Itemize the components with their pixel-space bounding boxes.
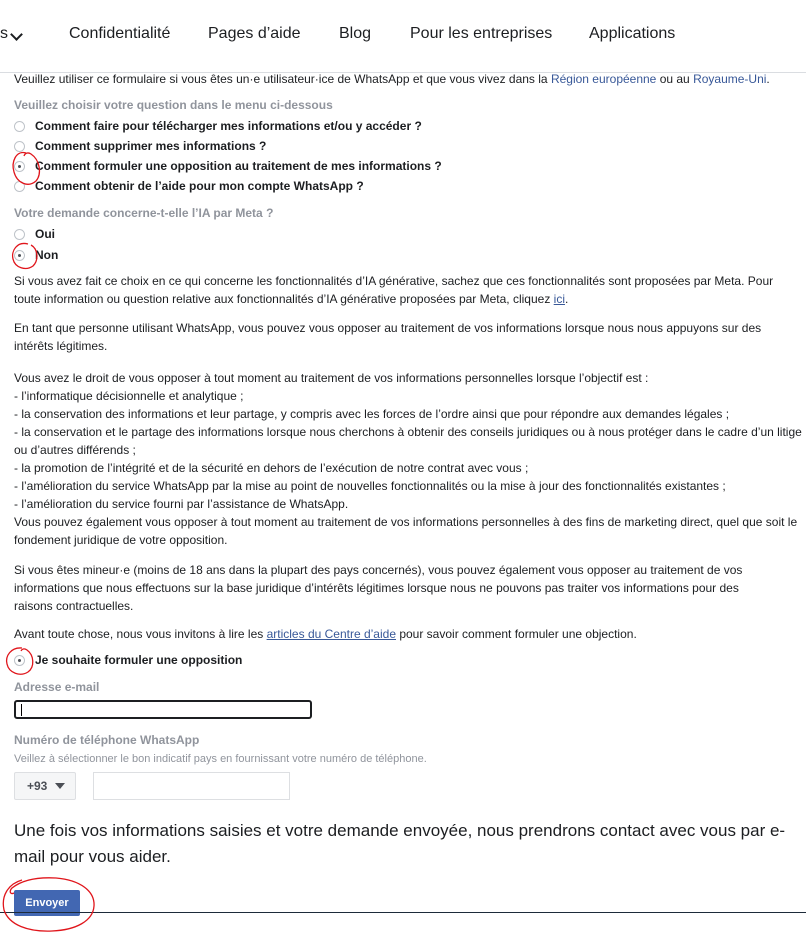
top-navigation — [0, 10, 806, 56]
rights-item: - la conservation des informations et leur partage, y compris avec les forces de l’ordre ainsi que pour répondre aux demandes légales ; — [14, 407, 730, 421]
intro-text-part: Veuillez utiliser ce formulaire si vous êtes un·e utilisateur·ice de WhatsApp et que vous vivez dans la — [14, 72, 551, 86]
nav-item-help-pages[interactable]: Pages d’aide — [208, 25, 301, 42]
radio-option-account-help[interactable] — [14, 176, 364, 196]
ai-info-text — [14, 272, 794, 308]
footer-divider — [0, 912, 806, 913]
help-center-part: pour savoir comment formuler une objection. — [396, 627, 637, 641]
rights-item: - la promotion de l’intégrité et de la sécurité en dehors de l’exécution de notre contrat avec vous ; — [14, 461, 529, 475]
nav-item-blog[interactable]: Blog — [339, 25, 372, 42]
rights-item: - l’informatique décisionnelle et analytique ; — [14, 389, 244, 403]
help-center-part: Avant toute chose, nous vous invitons à lire les — [14, 627, 267, 641]
radio-label: Comment faire pour télécharger mes informations et/ou y accéder ? — [35, 119, 422, 133]
radio-label: Comment obtenir de l’aide pour mon compte WhatsApp ? — [35, 179, 364, 193]
region-link[interactable]: Région européenne — [550, 72, 657, 86]
radio-label: Comment formuler une opposition au traitement de mes informations ? — [35, 159, 442, 173]
closing-text: Une fois vos informations saisies et votre demande envoyée, nous prendrons contact avec vous par e-mail pour vous aider. — [14, 821, 786, 866]
radio-label: Non — [35, 248, 59, 262]
text-caret — [21, 704, 22, 716]
radio-option-delete[interactable] — [14, 136, 266, 156]
country-code-value: +93 — [27, 779, 48, 793]
rights-item: - la conservation et le partage des informations lorsque nous cherchons à obtenir des conseils juridiques ou à nous protéger dans le cadre d’un litige ou d’autres différends ; — [14, 425, 802, 457]
email-field[interactable] — [14, 700, 312, 719]
radio-option-download[interactable] — [14, 116, 422, 136]
nav-item-cut[interactable]: s — [0, 25, 8, 42]
ai-here-link[interactable]: ici — [553, 292, 566, 306]
intro-text-part: ou au — [656, 72, 694, 86]
nav-item-business[interactable]: Pour les entreprises — [410, 25, 553, 42]
rights-intro: Vous avez le droit de vous opposer à tout moment au traitement de vos informations personnelles lorsque l’objectif est : — [14, 371, 649, 385]
nav-item-apps[interactable]: Applications — [589, 25, 676, 42]
uk-link[interactable]: Royaume-Uni — [693, 72, 767, 86]
radio-option-objection[interactable] — [14, 156, 442, 176]
radio-label: Je souhaite formuler une opposition — [35, 653, 243, 667]
help-center-text — [14, 625, 637, 643]
legitimate-interest-text: En tant que personne utilisant WhatsApp, vous pouvez vous opposer au traitement de vos informations lorsque nous nous appuyons sur des intérêts légitimes. — [14, 321, 762, 353]
dropdown-arrow-icon — [55, 783, 65, 789]
help-center-link[interactable]: articles du Centre d’aide — [266, 627, 396, 641]
minor-text: Si vous êtes mineur·e (moins de 18 ans dans la plupart des pays concernés), vous pouvez également vous opposer au traitement de vos informations que nous effectuons sur la base juridique d’intérêts légitimes lorsque nous ne pouvons pas traiter vos informations pour des raisons contractuelles. — [14, 563, 743, 613]
rights-item: - l’amélioration du service fourni par l’assistance de WhatsApp. — [14, 497, 349, 511]
rights-list — [14, 369, 804, 513]
radio-option-opposition[interactable] — [14, 650, 242, 670]
chevron-down-icon[interactable] — [10, 28, 23, 41]
radio-button-selected[interactable] — [14, 655, 25, 666]
radio-option-yes[interactable] — [14, 224, 55, 244]
intro-text-part: . — [766, 72, 770, 86]
ai-info-part: . — [565, 292, 569, 306]
ai-info-part: Si vous avez fait ce choix en ce qui concerne les fonctionnalités d’IA générative, sachez que ces fonctionnalités sont proposées par Meta. Pour toute information ou question relative aux fonctionnalités d’IA générative proposées par Meta, cliquez — [14, 274, 774, 306]
radio-button-selected[interactable] — [14, 161, 25, 172]
email-label: Adresse e-mail — [14, 680, 100, 694]
country-code-select[interactable] — [14, 772, 76, 800]
radio-button[interactable] — [14, 121, 25, 132]
radio-option-no[interactable] — [14, 245, 58, 265]
radio-button[interactable] — [14, 229, 25, 240]
radio-button-selected[interactable] — [14, 250, 25, 261]
direct-marketing-text: Vous pouvez également vous opposer à tout moment au traitement de vos informations personnelles à des fins de marketing direct, quel que soit le fondement juridique de votre opposition. — [14, 515, 798, 547]
radio-label: Comment supprimer mes informations ? — [35, 139, 267, 153]
phone-number-field[interactable] — [93, 772, 290, 800]
rights-item: - l’amélioration du service WhatsApp par la mise au point de nouvelles fonctionnalités ou la mise à jour des fonctionnalités existantes ; — [14, 479, 726, 493]
question-select-label: Veuillez choisir votre question dans le menu ci-dessous — [14, 98, 333, 112]
radio-label: Oui — [35, 227, 55, 241]
ai-question-label: Votre demande concerne-t-elle l’IA par Meta ? — [14, 206, 274, 220]
submit-button[interactable]: Envoyer — [14, 890, 80, 916]
phone-hint: Veillez à sélectionner le bon indicatif pays en fournissant votre numéro de téléphone. — [14, 753, 427, 765]
phone-label: Numéro de téléphone WhatsApp — [14, 733, 200, 747]
radio-button[interactable] — [14, 181, 25, 192]
intro-text — [14, 70, 770, 88]
radio-button[interactable] — [14, 141, 25, 152]
nav-item-privacy[interactable]: Confidentialité — [69, 25, 171, 42]
